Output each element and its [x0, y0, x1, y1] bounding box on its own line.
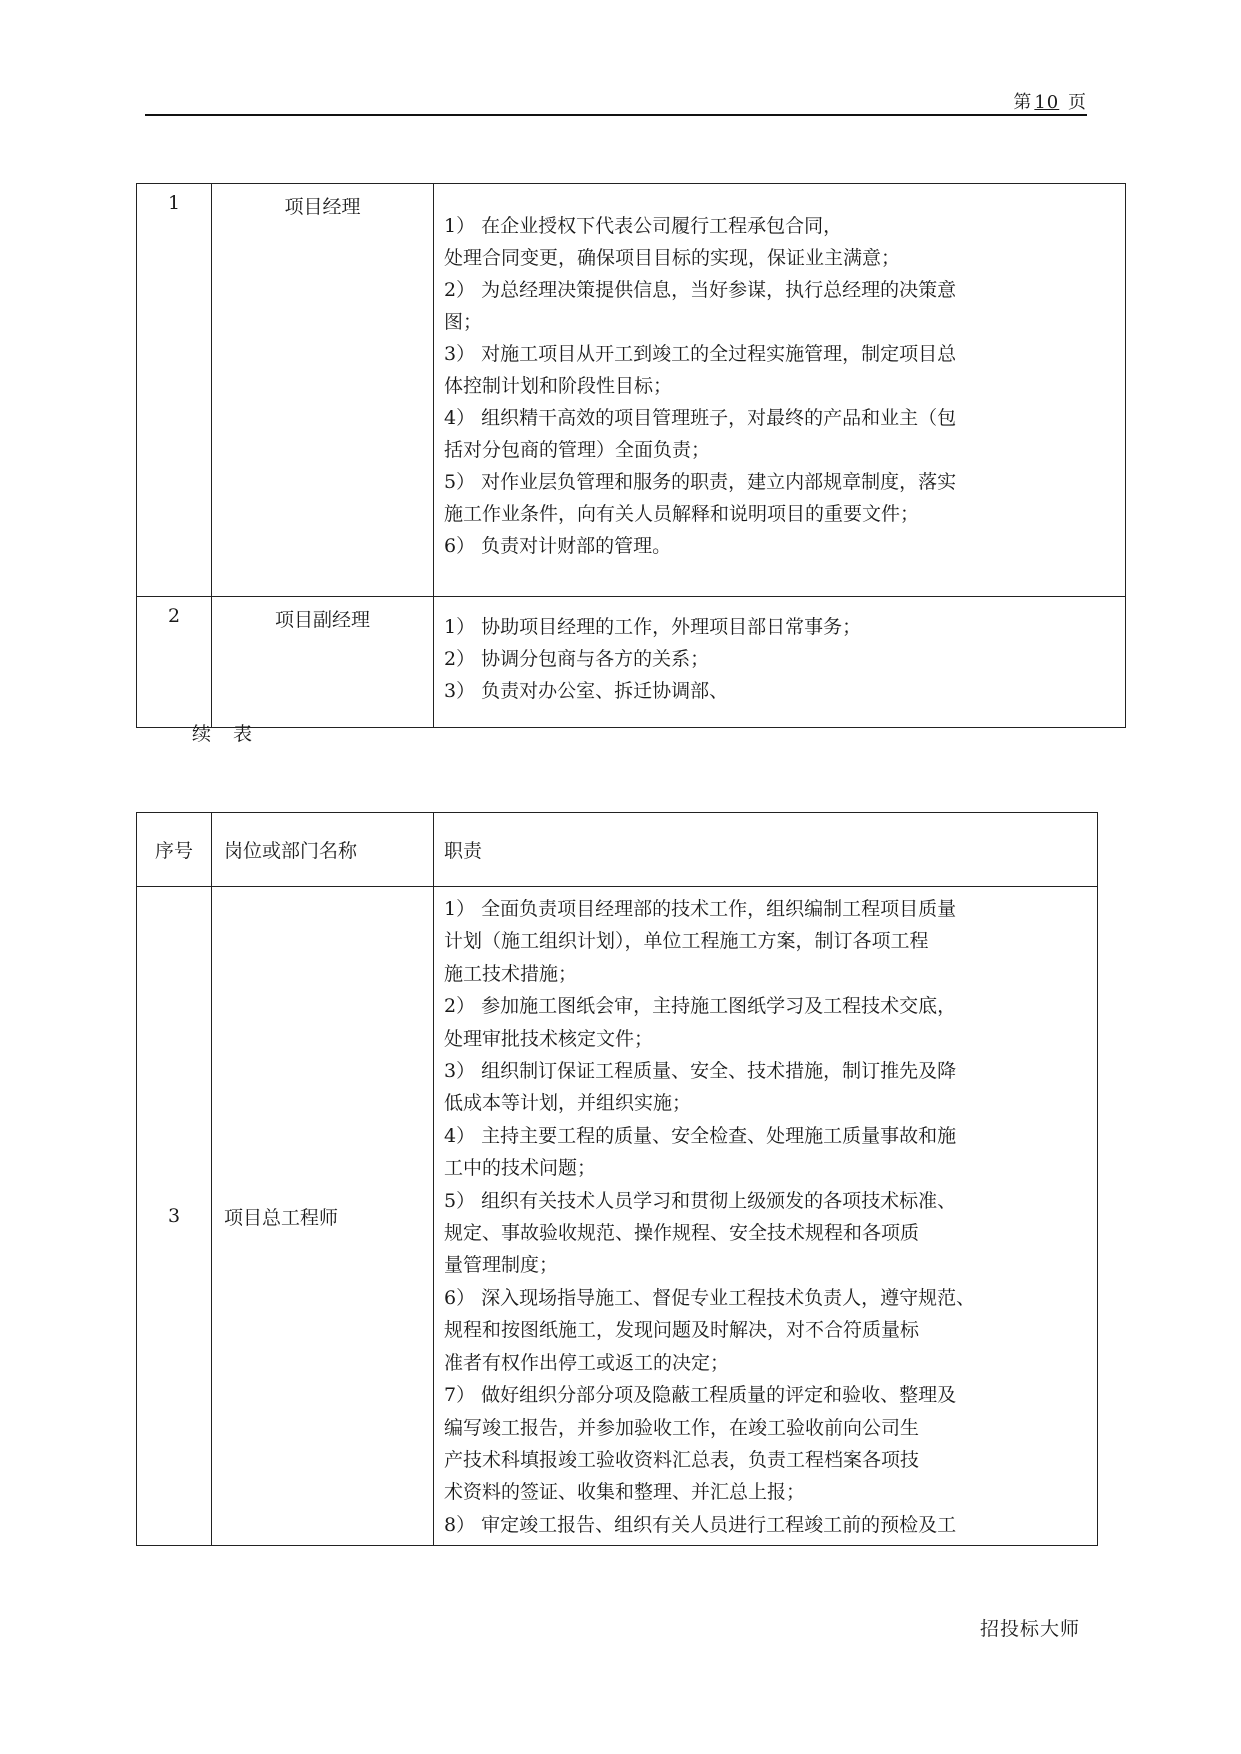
- duty-line: 2） 为总经理决策提供信息，当好参谋，执行总经理的决策意: [444, 279, 957, 301]
- table-row: [137, 597, 1126, 728]
- duty-line: 3） 组织制订保证工程质量、安全、技术措施，制订推先及降: [444, 1060, 957, 1083]
- duty-line: 3） 负责对办公室、拆迁协调部、: [444, 680, 729, 702]
- page-suffix: 页: [1061, 92, 1087, 113]
- duty-line: 3） 对施工项目从开工到竣工的全过程实施管理，制定项目总: [444, 343, 957, 365]
- duty-line: 体控制计划和阶段性目标；: [444, 375, 673, 397]
- duty-line: 1） 协助项目经理的工作，外理项目部日常事务；: [444, 616, 862, 638]
- duty-line: 8） 审定竣工报告、组织有关人员进行工程竣工前的预检及工: [444, 1513, 957, 1536]
- duty-line: 规定、事故验收规范、操作规程、安全技术规程和各项质: [444, 1222, 920, 1245]
- page-number-value: 10: [1034, 92, 1060, 113]
- duty-line: 施工作业条件，向有关人员解释和说明项目的重要文件；: [444, 503, 920, 525]
- footer-brand: 招投标大师: [980, 1618, 1081, 1640]
- duty-line: 4） 组织精干高效的项目管理班子，对最终的产品和业主（包: [444, 407, 957, 429]
- duty-line: 2） 协调分包商与各方的关系；: [444, 648, 710, 670]
- row-number: 2: [137, 597, 212, 728]
- duty-cell: [434, 887, 1098, 1546]
- duty-table-part-2: [136, 812, 1098, 1546]
- duty-line: 图；: [444, 311, 483, 333]
- position-name: 项目副经理: [212, 597, 434, 728]
- duty-cell: [434, 597, 1126, 728]
- duty-line: 工中的技术问题；: [444, 1157, 597, 1180]
- header-number: 序号: [137, 813, 212, 887]
- table-row: [137, 887, 1098, 1546]
- row-number: 1: [137, 184, 212, 597]
- page-prefix: 第: [1013, 92, 1033, 113]
- duty-line: 准者有权作出停工或返工的决定；: [444, 1351, 730, 1374]
- table-row: [137, 184, 1126, 597]
- duty-line: 低成本等计划，并组织实施；: [444, 1092, 692, 1115]
- duty-line: 5） 对作业层负管理和服务的职责，建立内部规章制度，落实: [444, 471, 957, 493]
- duty-table-part-1: [136, 183, 1126, 728]
- duty-line: 术资料的签证、收集和整理、并汇总上报；: [444, 1481, 806, 1504]
- duty-line: 括对分包商的管理）全面负责；: [444, 439, 711, 461]
- duty-line: 产技术科填报竣工验收资料汇总表，负责工程档案各项技: [444, 1448, 920, 1471]
- header-position: 岗位或部门名称: [212, 813, 434, 887]
- duty-cell: [434, 184, 1126, 597]
- page-header: [145, 86, 1087, 116]
- duty-line: 编写竣工报告，并参加验收工作，在竣工验收前向公司生: [444, 1416, 920, 1439]
- continued-table-label: 续 表: [192, 723, 261, 745]
- row-number: 3: [137, 887, 212, 1546]
- duty-line: 6） 负责对计财部的管理。: [444, 535, 672, 557]
- position-name: 项目经理: [212, 184, 434, 597]
- position-name: 项目总工程师: [212, 887, 434, 1546]
- duty-line: 量管理制度；: [444, 1254, 559, 1277]
- duty-line: 处理合同变更，确保项目目标的实现，保证业主满意；: [444, 247, 901, 269]
- table-header-row: [137, 813, 1098, 887]
- duty-line: 计划（施工组织计划），单位工程施工方案，制订各项工程: [444, 930, 929, 953]
- duty-line: 施工技术措施；: [444, 962, 578, 985]
- duty-line: 1） 全面负责项目经理部的技术工作，组织编制工程项目质量: [444, 898, 957, 920]
- duty-line: 5） 组织有关技术人员学习和贯彻上级颁发的各项技术标准、: [444, 1189, 957, 1212]
- duty-line: 2） 参加施工图纸会审，主持施工图纸学习及工程技术交底，: [444, 995, 957, 1018]
- header-duty: 职责: [434, 813, 1098, 887]
- duty-line: 1） 在企业授权下代表公司履行工程承包合同，: [444, 215, 843, 237]
- duty-line: 处理审批技术核定文件；: [444, 1027, 654, 1050]
- duty-line: 4） 主持主要工程的质量、安全检查、处理施工质量事故和施: [444, 1124, 957, 1147]
- duty-line: 6） 深入现场指导施工、督促专业工程技术负责人，遵守规范、: [444, 1286, 976, 1309]
- duty-line: 规程和按图纸施工，发现问题及时解决，对不合符质量标: [444, 1319, 920, 1342]
- page-number: [1013, 88, 1087, 114]
- duty-line: 7） 做好组织分部分项及隐蔽工程质量的评定和验收、整理及: [444, 1384, 957, 1407]
